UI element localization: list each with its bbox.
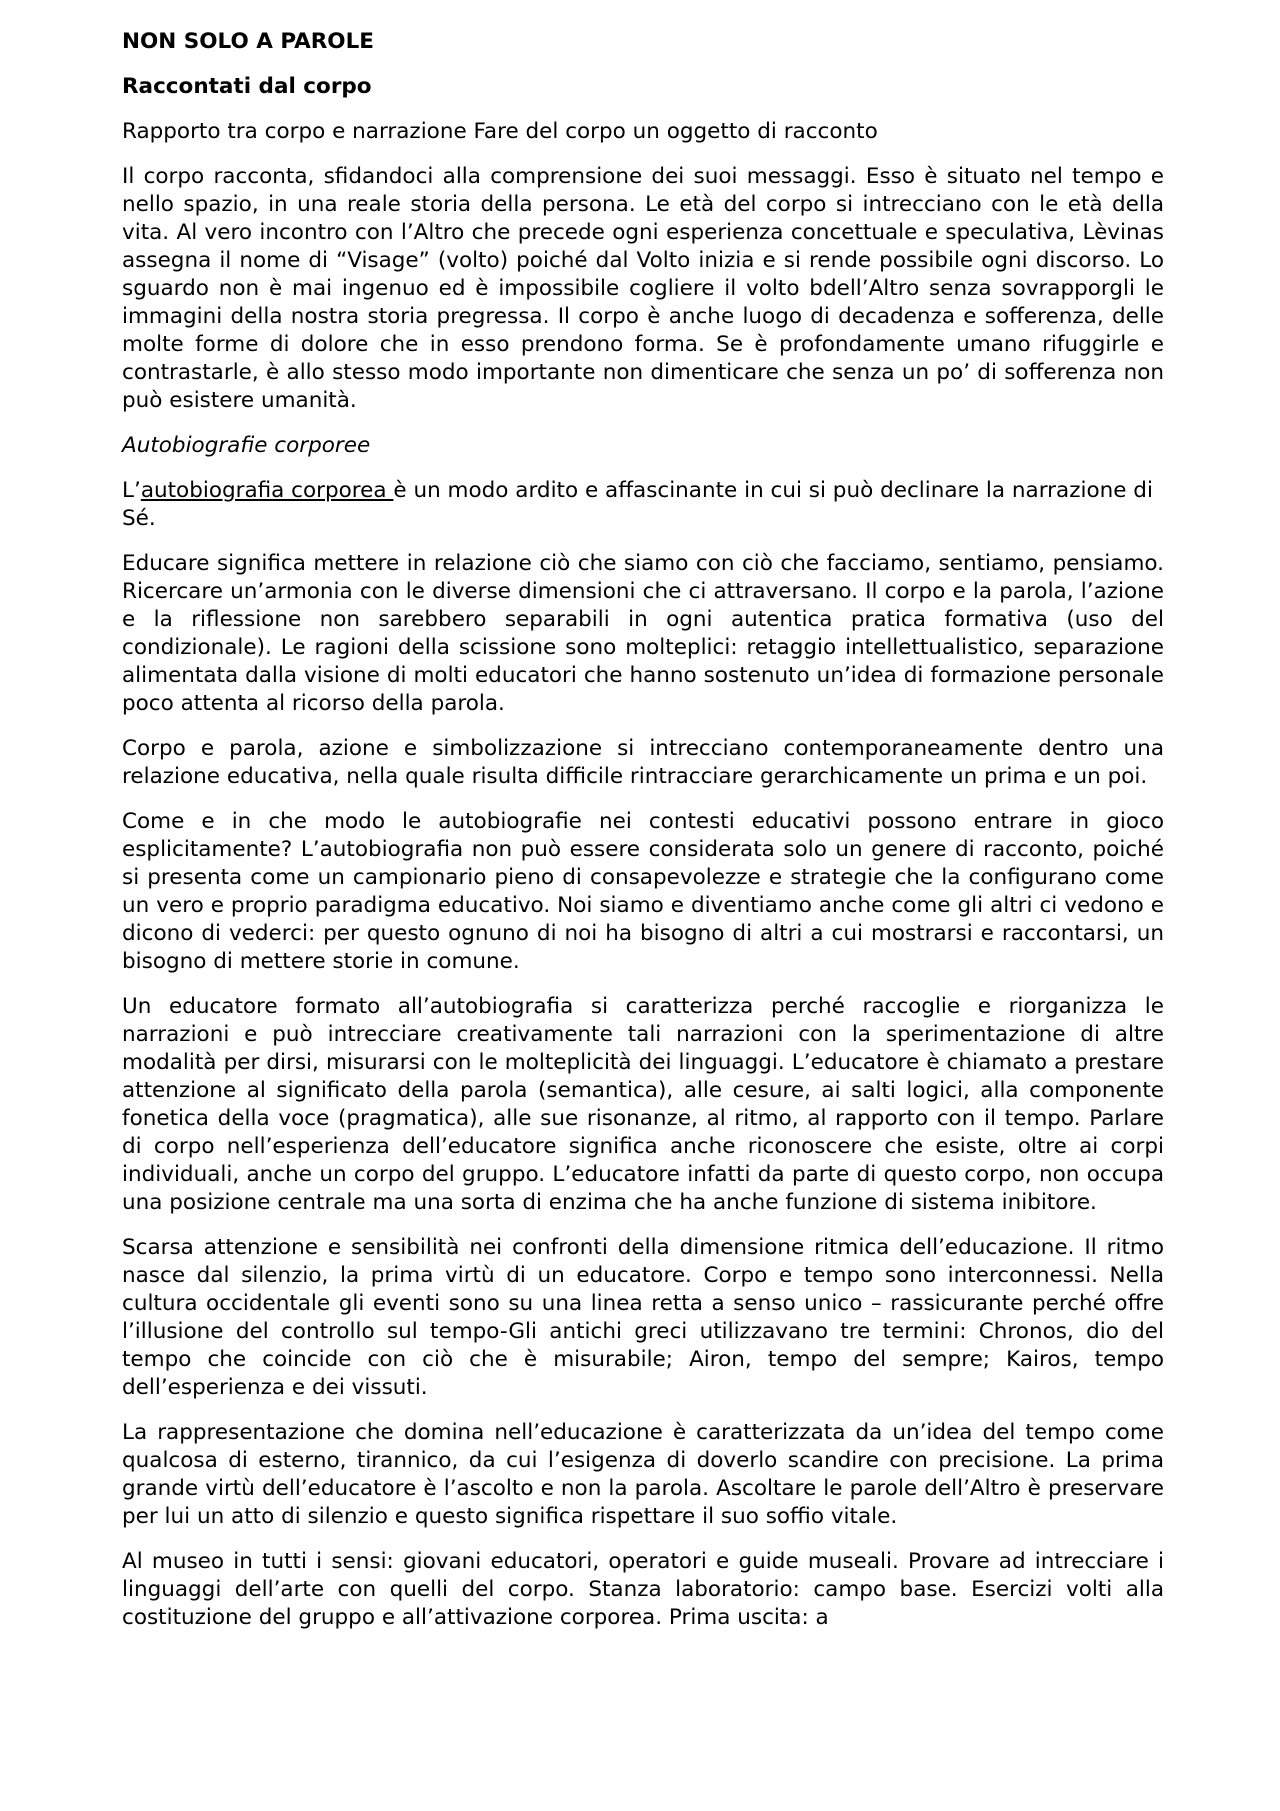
- paragraph-3: Educare significa mettere in relazione ciò che siamo con ciò che facciamo, sentiamo, pensiamo. Ricercare un’armonia con le diverse dimensioni che ci attraversano. Il corpo e la parola, l’azione e la riflessione non sarebbero separabili in ogni autentica pratica formativa (uso del condizionale). Le ragioni della scissione sono molteplici: retaggio intellettualistico, separazione alimentata dalla visione di molti educatori che hanno sostenuto un’idea di formazione personale poco attenta al ricorso della parola.: [122, 551, 1164, 716]
- paragraph-5: Come e in che modo le autobiografie nei contesti educativi possono entrare in gioco esplicitamente? L’autobiografia non può essere considerata solo un genere di racconto, poiché si presenta come un campionario pieno di consapevolezze e strategie che la configurano come un vero e proprio paradigma educativo. Noi siamo e diventiamo anche come gli altri ci vedono e dicono di vederci: per questo ognuno di noi ha bisogno di altri a cui mostrarsi e raccontarsi, un bisogno di mettere storie in comune.: [122, 809, 1164, 974]
- intro-line: Rapporto tra corpo e narrazione Fare del corpo un oggetto di racconto: [122, 119, 878, 144]
- autobiografia-corporea-link[interactable]: autobiografia corporea: [140, 478, 394, 503]
- paragraph-8: La rappresentazione che domina nell’educazione è caratterizzata da un’idea del tempo come qualcosa di esterno, tirannico, da cui l’esigenza di doverlo scandire con precisione. La prima grande virtù dell’educatore è l’ascolto e non la parola. Ascoltare le parole dell’Altro è preservare per lui un atto di silenzio e questo significa rispettare il suo soffio vitale.: [122, 1420, 1164, 1529]
- paragraph-9: Al museo in tutti i sensi: giovani educatori, operatori e guide museali. Provare ad intrecciare i linguaggi dell’arte con quelli del corpo. Stanza laboratorio: campo base. Esercizi volti alla costituzione del gruppo e all’attivazione corporea. Prima uscita: a: [122, 1549, 1164, 1630]
- section-heading: Autobiografie corporee: [122, 433, 371, 458]
- paragraph-2-prefix: L’: [122, 478, 141, 503]
- document-page: [122, 28, 1164, 1649]
- document-subtitle: Raccontati dal corpo: [122, 74, 372, 99]
- paragraph-6: Un educatore formato all’autobiografia si caratterizza perché raccoglie e riorganizza le narrazioni e può intrecciare creativamente tali narrazioni con la sperimentazione di altre modalità per dirsi, misurarsi con le molteplicità dei linguaggi. L’educatore è chiamato a prestare attenzione al significato della parola (semantica), alle cesure, ai salti logici, alla componente fonetica della voce (pragmatica), alle sue risonanze, al ritmo, al rapporto con il tempo. Parlare di corpo nell’esperienza dell’educatore significa anche riconoscere che esiste, oltre ai corpi individuali, anche un corpo del gruppo. L’educatore infatti da parte di questo corpo, non occupa una posizione centrale ma una sorta di enzima che ha anche funzione di sistema inibitore.: [122, 994, 1164, 1215]
- document-title: NON SOLO A PAROLE: [122, 29, 374, 54]
- paragraph-2: [122, 477, 1164, 533]
- paragraph-4: Corpo e parola, azione e simbolizzazione si intrecciano contemporaneamente dentro una relazione educativa, nella quale risulta difficile rintracciare gerarchicamente un prima e un poi.: [122, 736, 1164, 789]
- paragraph-1: Il corpo racconta, sfidandoci alla comprensione dei suoi messaggi. Esso è situato nel tempo e nello spazio, in una reale storia della persona. Le età del corpo si intrecciano con le età della vita. Al vero incontro con l’Altro che precede ogni esperienza concettuale e speculativa, Lèvinas assegna il nome di “Visage” (volto) poiché dal Volto inizia e si rende possibile ogni discorso. Lo sguardo non è mai ingenuo ed è impossibile cogliere il volto bdell’Altro senza sovrapporgli le immagini della nostra storia pregressa. Il corpo è anche luogo di decadenza e sofferenza, delle molte forme di dolore che in esso prendono forma. Se è profondamente umano rifuggirle e contrastarle, è allo stesso modo importante non dimenticare che senza un po’ di sofferenza non può esistere umanità.: [122, 164, 1164, 413]
- paragraph-7: Scarsa attenzione e sensibilità nei confronti della dimensione ritmica dell’educazione. Il ritmo nasce dal silenzio, la prima virtù di un educatore. Corpo e tempo sono interconnessi. Nella cultura occidentale gli eventi sono su una linea retta a senso unico – rassicurante perché offre l’illusione del controllo sul tempo-Gli antichi greci utilizzavano tre termini: Chronos, dio del tempo che coincide con ciò che è misurabile; Airon, tempo del sempre; Kairos, tempo dell’esperienza e dei vissuti.: [122, 1235, 1164, 1400]
- paragraph-2-suffix: è un modo ardito e affascinante in cui si può declinare la narrazione di Sé.: [122, 478, 1153, 531]
